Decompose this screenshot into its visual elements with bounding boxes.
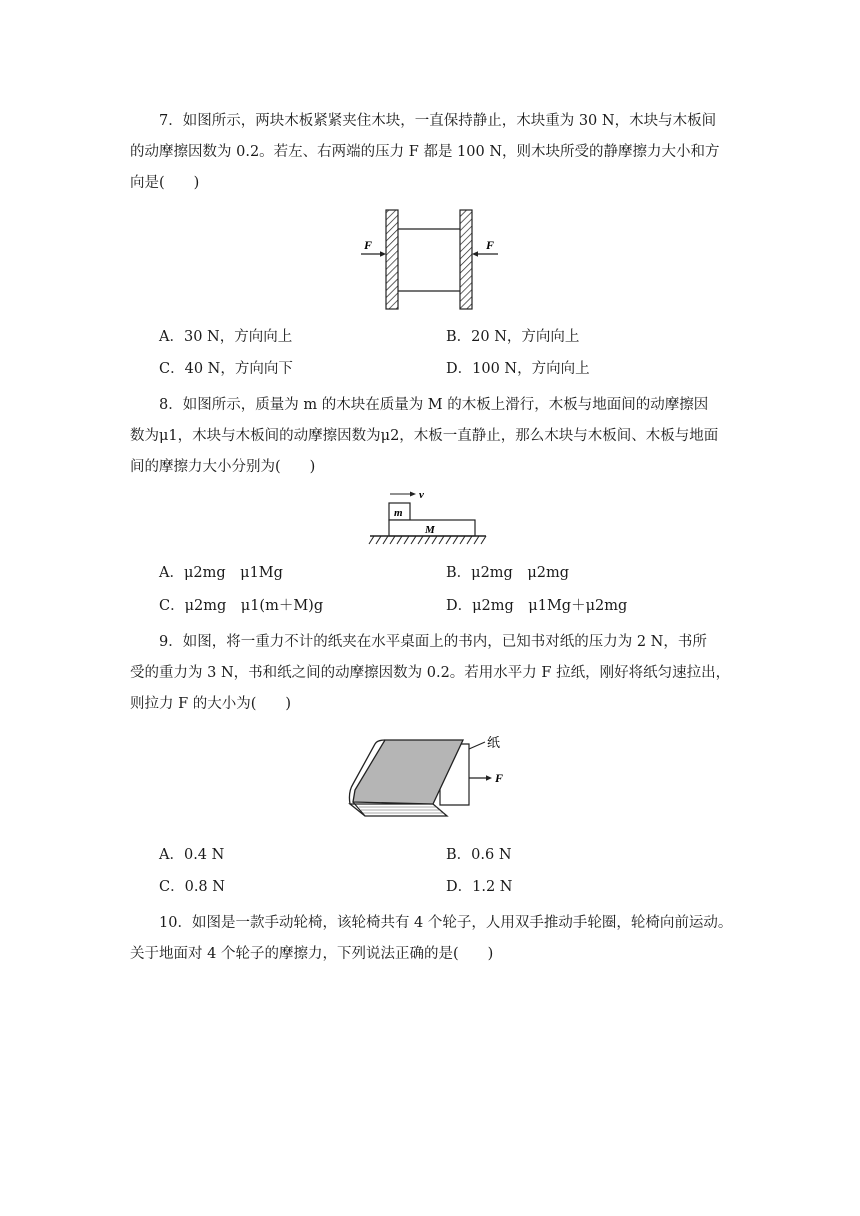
q7-option-a[interactable]: A．30 N，方向向上	[159, 329, 293, 345]
q9-option-a[interactable]: A．0.4 N	[159, 847, 225, 863]
board-M-label: M	[425, 524, 435, 536]
right-board	[460, 210, 472, 309]
pull-force-label: F	[495, 771, 504, 785]
question-9-line-3: 则拉力 F 的大小为( )	[130, 696, 292, 712]
q7-option-c[interactable]: C．40 N，方向向下	[159, 361, 293, 377]
q8-option-b[interactable]: B．μ2mg μ2mg	[446, 565, 570, 581]
q9-option-b[interactable]: B．0.6 N	[446, 847, 512, 863]
q7-option-d[interactable]: D．100 N，方向向上	[446, 361, 590, 377]
q8-option-c[interactable]: C．μ2mg μ1(m＋M)g	[159, 598, 324, 614]
question-9-line-1: 9．如图，将一重力不计的纸夹在水平桌面上的书内，已知书对纸的压力为 2 N，书所	[159, 634, 707, 650]
left-force-label: F	[364, 238, 373, 252]
q7-option-b[interactable]: B．20 N，方向向上	[446, 329, 580, 345]
q9-option-c[interactable]: C．0.8 N	[159, 879, 225, 895]
question-10-line-2: 关于地面对 4 个轮子的摩擦力，下列说法正确的是( )	[130, 946, 494, 962]
question-7-line-1: 7．如图所示，两块木板紧紧夹住木块，一直保持静止，木块重为 30 N，木块与木板间	[159, 113, 717, 129]
velocity-label: v	[419, 489, 424, 501]
block-m-label: m	[394, 507, 403, 519]
paper-label: 纸	[487, 736, 501, 751]
left-board	[386, 210, 398, 309]
q8-option-a[interactable]: A．μ2mg μ1Mg	[159, 565, 283, 581]
question-10	[130, 908, 740, 970]
question-9-figure	[345, 732, 515, 828]
ground-hatching	[369, 536, 486, 544]
q9-option-d[interactable]: D．1.2 N	[446, 879, 513, 895]
question-9	[130, 627, 740, 720]
question-8-line-3: 间的摩擦力大小分别为( )	[130, 459, 316, 475]
q8-option-d[interactable]: D．μ2mg μ1Mg＋μ2mg	[446, 598, 628, 614]
question-7-figure	[355, 208, 505, 312]
question-7-line-3: 向是( )	[130, 175, 200, 191]
question-8	[130, 390, 740, 483]
question-8-line-2: 数为μ1，木块与木板间的动摩擦因数为μ2，木板一直静止，那么木块与木板间、木板与地面	[130, 428, 719, 444]
question-7-line-2: 的动摩擦因数为 0.2。若左、右两端的压力 F 都是 100 N，则木块所受的静摩擦力大小和方	[130, 144, 720, 160]
question-9-line-2: 受的重力为 3 N，书和纸之间的动摩擦因数为 0.2。若用水平力 F 拉纸，刚好将纸匀速拉出，	[130, 665, 731, 681]
question-10-line-1: 10．如图是一款手动轮椅，该轮椅共有 4 个轮子，人用双手推动手轮圈，轮椅向前运动。	[159, 915, 733, 931]
question-8-figure	[368, 488, 488, 550]
question-8-line-1: 8．如图所示，质量为 m 的木块在质量为 M 的木板上滑行，木板与地面间的动摩擦因	[159, 397, 709, 413]
paper-leader-line	[469, 742, 485, 749]
right-force-label: F	[486, 238, 495, 252]
question-7	[130, 106, 740, 199]
